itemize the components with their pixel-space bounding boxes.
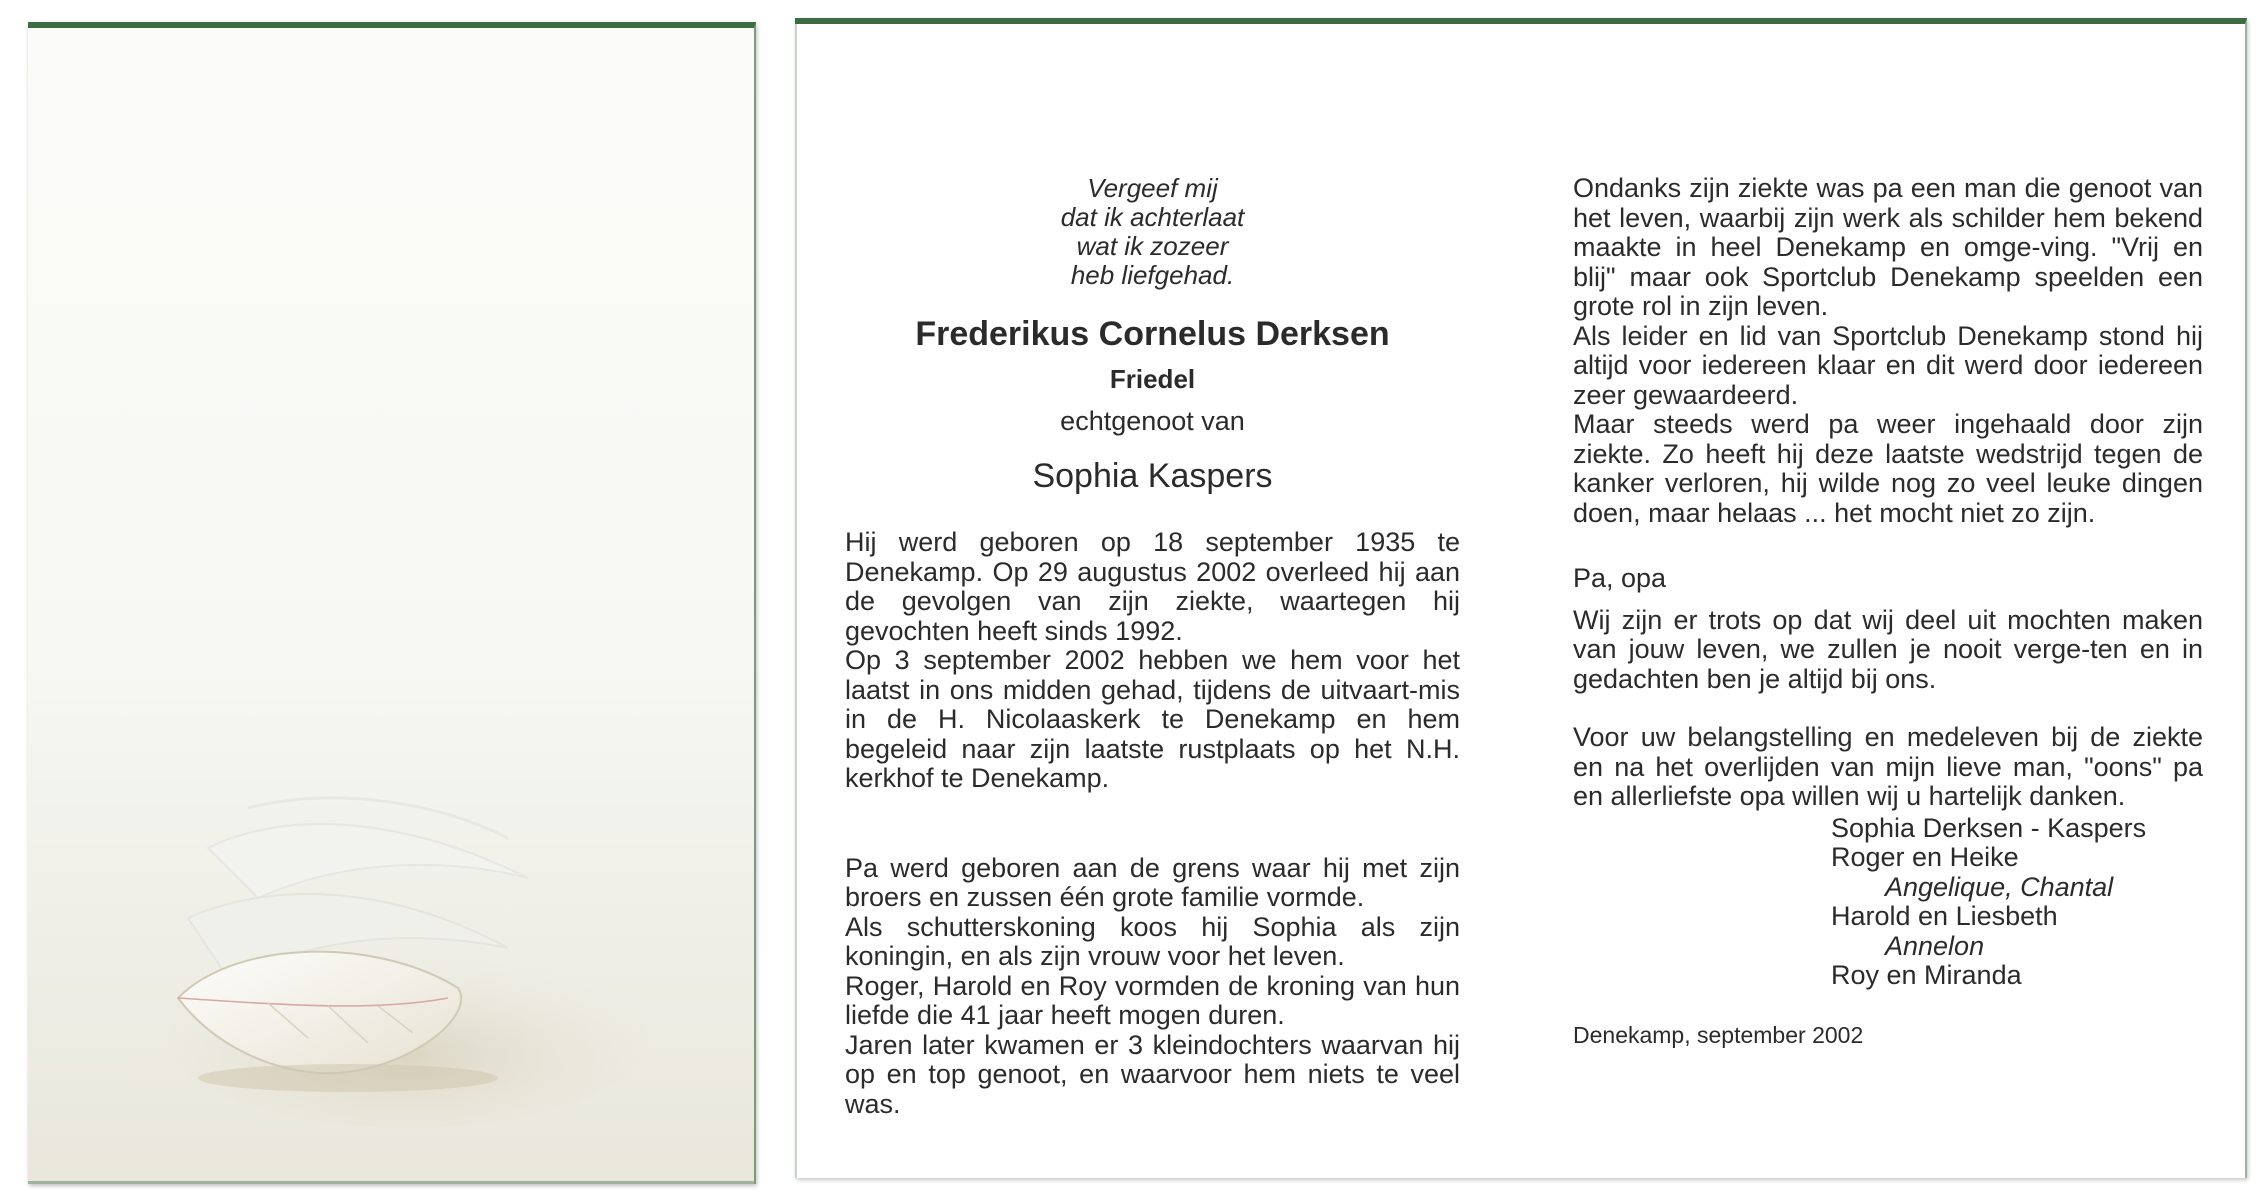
relation-label: echtgenoot van	[1060, 406, 1245, 436]
paragraph: Wij zijn er trots op dat wij deel uit mochten maken van jouw leven, we zullen je nooit verge-ten en in gedachten ben je altijd bij ons.	[1573, 604, 2203, 694]
deceased-nickname: Friedel	[1109, 364, 1196, 394]
spouse-name: Sophia Kaspers	[1032, 457, 1273, 495]
paragraph: Als leider en lid van Sportclub Denekamp stond hij altijd voor iedereen klaar en dit werd door iedereen zeer gewaardeerd.	[1573, 320, 2203, 410]
card-inner-spread	[795, 18, 2247, 1178]
paragraph: Jaren later kwamen er 3 kleindochters waarvan hij op en top genoot, en waarvoor hem niets te veel was.	[845, 1029, 1460, 1119]
poem-line: wat ik zozeer	[1076, 231, 1229, 261]
poem	[845, 174, 1460, 290]
poem-line: dat ik achterlaat	[1060, 202, 1245, 232]
right-text-column	[1573, 174, 2203, 1050]
card-front-cover	[28, 22, 756, 1184]
card-fold	[795, 24, 797, 1178]
white-feather-leaf-icon	[148, 788, 668, 1148]
paragraph: Op 3 september 2002 hebben we hem voor het laatst in ons midden gehad, tijdens de uitvaart-mis in de H. Nicolaaskerk te Denekamp en hem begeleid naar zijn laatste rustplaats op het N.H. kerkhof te Denekamp.	[845, 645, 1460, 793]
paragraph: Ondanks zijn ziekte was pa een man die genoot van het leven, waarbij zijn werk als schilder hem bekend maakte in heel Denekamp en omge-ving. "Vrij en blij" maar ook Sportclub Denekamp speelden een grote rol in zijn leven.	[1573, 173, 2203, 321]
paragraph: Pa werd geboren aan de grens waar hij met zijn broers en zussen één grote familie vormde.	[845, 852, 1460, 912]
signature-line: Sophia Derksen - Kaspers	[1831, 812, 2147, 843]
paragraph: Maar steeds werd pa weer ingehaald door zijn ziekte. Zo heeft hij deze laatste wedstrijd tegen de kanker verloren, hij wilde nog zo veel leuke dingen doen, maar helaas ... het mocht niet zo zijn.	[1573, 409, 2203, 528]
greeting: Pa, opa	[1573, 563, 1667, 593]
signature-line: Roger en Heike	[1831, 842, 2019, 872]
signature-line: Harold en Liesbeth	[1831, 901, 2058, 931]
signature-children: Annelon	[1885, 930, 1985, 961]
signature-children: Angelique, Chantal	[1885, 871, 2114, 902]
poem-line: heb liefgehad.	[1070, 260, 1235, 290]
signature-block	[1831, 814, 2203, 991]
left-text-column	[845, 174, 1460, 1119]
place-date: Denekamp, september 2002	[1573, 1021, 1864, 1048]
deceased-name: Frederikus Cornelus Derksen	[915, 315, 1390, 353]
signature-line: Roy en Miranda	[1831, 960, 2022, 990]
card-bottom-edge	[28, 1181, 754, 1184]
paragraph: Hij werd geboren op 18 september 1935 te Denekamp. Op 29 augustus 2002 overleed hij aan de gevolgen van zijn ziekte, waartegen hij gevochten heeft sinds 1992.	[845, 527, 1460, 646]
paragraph: Als schutterskoning koos hij Sophia als zijn koningin, en als zijn vrouw voor het leven.	[845, 911, 1460, 971]
poem-line: Vergeef mij	[1087, 173, 1218, 203]
paragraph: Roger, Harold en Roy vormden de kroning van hun liefde die 41 jaar heeft mogen duren.	[845, 970, 1460, 1030]
paragraph: Voor uw belangstelling en medeleven bij de ziekte en na het overlijden van mijn lieve man, "oons" pa en allerliefste opa willen wij u hartelijk danken.	[1573, 722, 2203, 811]
